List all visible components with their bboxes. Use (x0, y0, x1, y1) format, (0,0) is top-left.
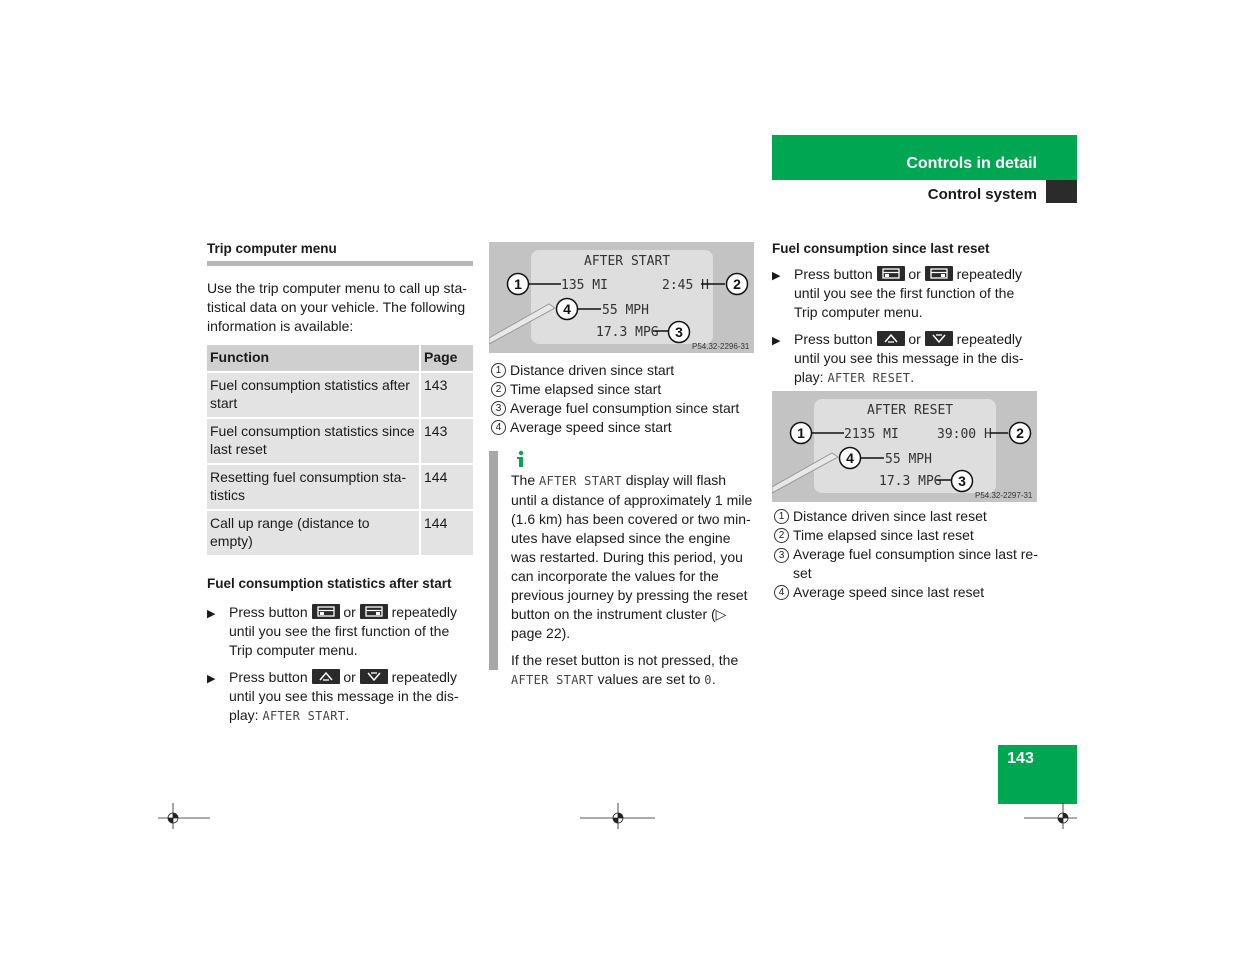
step-item (207, 603, 473, 660)
legend-item (774, 545, 1040, 583)
legend-number: 3 (491, 401, 506, 416)
callout-4: 4 (846, 450, 854, 466)
step-text-or: or (908, 331, 921, 347)
crop-mark-left (158, 803, 212, 834)
legend-text: Average speed since last reset (793, 584, 985, 600)
step-item (207, 668, 473, 726)
bullet-triangle-icon: ▶ (207, 607, 216, 620)
display-consumption: 17.3 MPG (596, 325, 659, 340)
legend-item (774, 507, 1040, 526)
arrow-up-button-icon (877, 331, 905, 346)
display-page-button-icon (312, 604, 340, 619)
info-text: . (711, 671, 716, 687)
step-text-or: or (343, 603, 356, 620)
legend-text: Distance driven since last reset (793, 508, 987, 524)
legend-item (491, 361, 756, 380)
display-illustration-after-reset (772, 391, 1037, 502)
display-code: AFTER START (539, 474, 622, 488)
info-text: If the reset button is not pressed, the (511, 652, 739, 668)
callout-4: 4 (563, 301, 571, 317)
step-text: repeatedly until you see the first function of the Trip computer menu. (229, 603, 458, 658)
step-text: repeatedly until you see this message in the dis-play: (229, 668, 459, 723)
info-text: The (511, 472, 536, 488)
step-text: Press button (229, 603, 308, 620)
legend-item (774, 583, 1040, 602)
crop-mark-center (580, 803, 656, 834)
arrow-down-button-icon (360, 669, 388, 684)
legend-item (774, 526, 1040, 545)
display-title: AFTER START (584, 254, 671, 269)
step-text-or: or (908, 266, 921, 282)
legend-item (491, 399, 756, 418)
callout-1: 1 (514, 276, 522, 292)
display-time: 2:45 H (662, 278, 709, 293)
arrow-up-button-icon (312, 669, 340, 684)
legend-number: 2 (774, 528, 789, 543)
step-text-or: or (343, 668, 356, 685)
display-illustration-after-start (489, 242, 754, 353)
bullet-triangle-icon: ▶ (207, 672, 216, 685)
section-title-since-reset: Fuel consumption since last reset (772, 241, 990, 256)
legend-number: 4 (774, 585, 789, 600)
display-speed: 55 MPH (885, 452, 932, 467)
bullet-triangle-icon: ▶ (772, 270, 781, 282)
section-title-trip-computer: Trip computer menu (207, 241, 337, 256)
table-row (207, 465, 473, 511)
display-code: AFTER RESET (827, 371, 911, 385)
legend-text: Distance driven since start (510, 362, 675, 378)
step-text: Press button (794, 266, 873, 282)
bullet-triangle-icon: ▶ (772, 335, 781, 347)
table-header-page: Page (421, 345, 473, 373)
steps-after-start (207, 603, 473, 726)
header-subtitle: Control system (927, 186, 1037, 203)
subsection-title-after-start: Fuel consumption statistics after start (207, 575, 452, 591)
page-number: 143 (1007, 750, 1034, 767)
steps-since-reset (772, 265, 1038, 388)
legend-item (491, 380, 756, 399)
legend-text: Average fuel consumption since start (510, 400, 740, 416)
table-row (207, 511, 473, 557)
display-consumption: 17.3 MPG (879, 474, 942, 489)
table-cell-function: Fuel consumption statistics since last reset (207, 419, 421, 465)
step-text: Press button (794, 331, 873, 347)
legend-number: 1 (491, 363, 506, 378)
callout-3: 3 (958, 473, 966, 489)
section-rule (207, 261, 473, 266)
callout-2: 2 (1016, 425, 1024, 441)
header-marker (1046, 180, 1077, 203)
info-text: display will flash until a distance of approximately 1 mile (1.6 km) has been covered or two min-utes have elapsed since the engine was restarted. During this period, you can incorporate the values for the previous journey by pressing the reset button on the instrument cluster ( (511, 472, 753, 622)
step-text: repeatedly until you see the first function of the Trip computer menu. (794, 266, 1023, 320)
display-time: 39:00 H (937, 427, 992, 442)
legend-number: 1 (774, 509, 789, 524)
arrow-down-button-icon (925, 331, 953, 346)
table-cell-page: 144 (421, 511, 473, 557)
right-column (772, 239, 1038, 396)
reference-arrow-icon: ▷ (715, 606, 727, 622)
info-text: values are set to (597, 671, 701, 687)
info-note (511, 471, 754, 690)
legend-after-start (491, 361, 756, 437)
display-distance: 135 MI (561, 278, 608, 293)
step-item (772, 330, 1038, 388)
legend-item (491, 418, 756, 437)
table-cell-page: 144 (421, 465, 473, 511)
callout-2: 2 (733, 276, 741, 292)
info-icon (511, 450, 531, 473)
info-sidebar (489, 451, 498, 670)
step-text: Press button (229, 668, 308, 685)
function-table (207, 345, 473, 557)
display-title: AFTER RESET (867, 403, 954, 418)
left-column (207, 239, 473, 734)
intro-paragraph: Use the trip computer menu to call up sta-tistical data on your vehicle. The following information is available: (207, 280, 467, 334)
display-page-back-button-icon (360, 604, 388, 619)
legend-text: Time elapsed since last reset (793, 527, 974, 543)
legend-number: 3 (774, 548, 789, 563)
callout-1: 1 (797, 425, 805, 441)
page-reference[interactable]: page 22). (511, 625, 571, 641)
display-speed: 55 MPH (602, 303, 649, 318)
info-paragraph-2 (511, 651, 754, 690)
step-end: . (345, 706, 350, 723)
step-item (772, 265, 1038, 322)
table-cell-function: Fuel consumption statistics after start (207, 373, 421, 419)
step-text: repeatedly until you see this message in the dis-play: (794, 331, 1024, 385)
display-page-button-icon (877, 266, 905, 281)
table-cell-function: Resetting fuel consumption sta-tistics (207, 465, 421, 511)
display-page-back-button-icon (925, 266, 953, 281)
callout-3: 3 (675, 324, 683, 340)
crop-mark-right (1024, 803, 1078, 834)
display-distance: 2135 MI (844, 427, 899, 442)
header-title: Controls in detail (906, 155, 1037, 172)
step-end: . (910, 369, 915, 385)
info-paragraph-1 (511, 471, 754, 643)
table-cell-function: Call up range (distance to empty) (207, 511, 421, 557)
table-cell-page: 143 (421, 419, 473, 465)
table-row (207, 419, 473, 465)
illustration-code: P54.32-2296-31 (692, 342, 750, 351)
legend-text: Average fuel consumption since last re-set (793, 546, 1038, 581)
table-row (207, 373, 473, 419)
table-header-function: Function (207, 345, 421, 373)
illustration-code: P54.32-2297-31 (975, 491, 1033, 500)
legend-text: Time elapsed since start (510, 381, 662, 397)
table-cell-page: 143 (421, 373, 473, 419)
legend-after-reset (774, 507, 1040, 602)
legend-text: Average speed since start (510, 419, 672, 435)
display-code: AFTER START (262, 708, 346, 723)
display-code: 0 (704, 673, 712, 687)
legend-number: 4 (491, 420, 506, 435)
legend-number: 2 (491, 382, 506, 397)
display-code: AFTER START (511, 673, 594, 687)
